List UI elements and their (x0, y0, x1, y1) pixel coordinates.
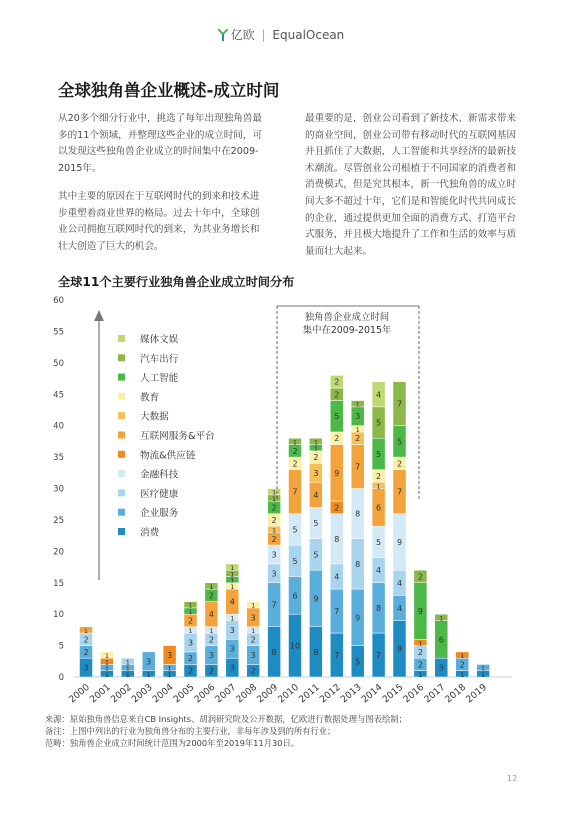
bar-value-label: 1 (418, 639, 423, 648)
y-tick-label: 45 (53, 390, 64, 401)
x-tick-label: 2003 (129, 681, 155, 706)
bar-value-label: 4 (334, 572, 340, 582)
bar-value-label: 2 (187, 666, 194, 676)
legend-label: 消费 (140, 527, 160, 539)
bar-value-label: 1 (104, 664, 109, 673)
logo-en-text: EqualOcean (272, 28, 345, 42)
bar-value-label: 3 (187, 638, 194, 648)
bar-value-label: 3 (271, 550, 277, 560)
bar-value-label: 9 (313, 594, 319, 604)
bar-value-label: 3 (146, 657, 152, 667)
bar-value-label: 2 (250, 635, 256, 645)
page-title: 全球独角兽企业概述-成立时间 (58, 81, 280, 100)
bar-value-label: 1 (104, 658, 109, 667)
bar-value-label: 3 (438, 663, 444, 673)
bar-value-label: 1 (460, 652, 465, 661)
legend-label: 人工智能 (140, 373, 179, 385)
bar-value-label: 2 (187, 616, 194, 626)
bar-value-label: 2 (208, 666, 214, 676)
legend-label: 教育 (140, 392, 160, 404)
bar-value-label: 2 (459, 660, 465, 670)
bar-value-label: 5 (376, 418, 382, 428)
y-tick-label: 30 (53, 484, 64, 495)
bar-value-label: 8 (334, 534, 340, 544)
legend-label: 媒体文娱 (140, 334, 179, 346)
x-tick-label: 2000 (66, 681, 92, 706)
y-tick-label: 50 (53, 358, 64, 369)
bar-value-label: 5 (376, 449, 382, 459)
x-tick-label: 2017 (422, 681, 448, 706)
bar-value-label: 1 (355, 400, 360, 409)
intro-paragraph-2: 其中主要的原因在于互联网时代的到来和技术进步重塑着商业世界的格局。过去十年中，全球创业公司拥抱互联网时代的到来，为其业务增长和壮大创造了巨大的机会。 (58, 191, 260, 252)
x-tick-label: 2014 (359, 681, 385, 706)
x-tick-label: 2018 (443, 681, 469, 706)
x-tick-label: 2019 (464, 681, 490, 706)
logo-cn-text: 亿欧 (230, 28, 255, 42)
page-number: 12 (507, 774, 518, 783)
bar-value-label: 7 (355, 462, 361, 472)
bar-value-label: 1 (83, 626, 89, 635)
bar-value-label: 2 (292, 446, 298, 456)
bar-value-label: 9 (355, 613, 361, 623)
y-tick-label: 35 (53, 453, 64, 464)
bar-value-label: 2 (313, 453, 319, 463)
bar-value-label: 1 (188, 608, 193, 617)
bar-value-label: 2 (355, 434, 361, 444)
bar-value-label: 4 (229, 597, 235, 607)
x-tick-label: 2012 (317, 681, 343, 706)
bar-value-label: 8 (271, 647, 277, 657)
bar-value-label: 3 (355, 412, 361, 422)
y-tick-label: 25 (53, 515, 64, 526)
note-source: 来源：原始独角兽信息来自CB Insights、胡润研究院及公开数据，亿欧进行数据处理与图表绘制； (45, 714, 407, 724)
bar-value-label: 8 (376, 603, 382, 613)
note-remark: 备注：上图中列出的行业为独角兽分布的主要行业，非每年涉及到的所有行业； (45, 726, 336, 737)
legend-swatch (118, 509, 125, 516)
y-tick-label: 10 (53, 610, 64, 621)
x-tick-label: 2004 (150, 681, 176, 706)
legend-swatch (118, 528, 125, 535)
bar-value-label: 1 (167, 664, 172, 673)
intro-paragraph-1: 从20多个细分行业中，挑选了每年出现独角兽最多的11个领域，并整理这些企业的成立时间，可以发现这些独角兽企业成立的时间集中在2009-2015年。 (58, 113, 263, 174)
bar-value-label: 2 (83, 647, 89, 657)
bar-value-label: 1 (313, 438, 318, 447)
bar-value-label: 2 (334, 390, 340, 400)
bar-value-label: 5 (376, 537, 382, 547)
bar-value-label: 3 (250, 613, 256, 623)
bar-value-label: 2 (250, 666, 256, 676)
bar-value-label: 1 (230, 576, 235, 585)
bar-value-label: 1 (355, 425, 360, 434)
bar-value-label: 8 (355, 509, 361, 519)
legend-label: 企业服务 (140, 508, 179, 520)
bar-value-label: 1 (418, 670, 423, 679)
bar-value-label: 5 (313, 550, 319, 560)
x-tick-label: 2001 (87, 681, 113, 706)
bar-value-label: 4 (208, 610, 214, 620)
bar-value-label: 1 (251, 626, 256, 635)
bar-value-label: 2 (271, 503, 277, 513)
bar-value-label: 1 (376, 482, 381, 491)
bar-value-label: 2 (271, 534, 277, 544)
bar-value-label: 1 (272, 494, 277, 503)
x-tick-label: 2008 (234, 681, 260, 706)
bar-value-label: 7 (334, 607, 340, 617)
bar-value-label: 8 (313, 647, 319, 657)
bar-value-label: 2 (417, 660, 423, 670)
logo-separator: | (261, 28, 266, 42)
bar-value-label: 2 (417, 647, 423, 657)
bar-value-label: 9 (334, 468, 340, 478)
bar-value-label: 1 (146, 670, 151, 679)
bar-value-label: 1 (104, 670, 109, 679)
bar-value-label: 1 (439, 614, 444, 623)
bar-value-label: 4 (376, 390, 382, 400)
y-tick-label: 60 (53, 296, 64, 306)
legend-label: 金融科技 (140, 469, 179, 481)
bar-value-label: 1 (313, 444, 318, 453)
legend-arrow-head-icon (94, 310, 104, 321)
bar-value-label: 7 (292, 487, 298, 497)
x-tick-label: 2015 (380, 681, 406, 706)
x-tick-label: 2007 (213, 681, 239, 706)
bar-value-label: 3 (167, 651, 173, 661)
bar-value-label: 1 (230, 564, 235, 573)
bar-value-label: 1 (125, 664, 130, 673)
bar-value-label: 9 (417, 607, 423, 617)
bar-value-label: 2 (334, 503, 340, 513)
legend-swatch (118, 393, 125, 400)
bar-value-label: 1 (209, 582, 214, 591)
bar-value-label: 2 (83, 635, 89, 645)
legend-label: 互联网服务&平台 (140, 431, 215, 442)
y-tick-label: 5 (58, 641, 64, 652)
legend-swatch (118, 412, 125, 419)
legend-swatch (118, 451, 125, 458)
bar-value-label: 2 (292, 459, 298, 469)
bar-value-label: 4 (376, 566, 382, 576)
bar-value-label: 1 (125, 658, 130, 667)
bar-value-label: 3 (83, 663, 89, 673)
bar-value-label: 1 (188, 601, 193, 610)
bar-value-label: 3 (229, 625, 235, 635)
x-tick-label: 2013 (338, 681, 364, 706)
bar-value-label: 1 (460, 670, 465, 679)
y-tick-label: 55 (53, 327, 64, 338)
bar-value-label: 1 (230, 582, 235, 591)
note-scope: 范畴：独角兽企业成立时间统计范围为2000年至2019年11月30日。 (45, 738, 300, 749)
legend-swatch (118, 374, 125, 381)
bar-value-label: 3 (229, 663, 235, 673)
bar-value-label: 4 (396, 578, 403, 588)
bar-value-label: 9 (396, 537, 403, 547)
y-tick-label: 40 (53, 421, 64, 432)
bar-value-label: 1 (230, 570, 235, 579)
x-tick-label: 2011 (296, 681, 322, 706)
y-tick-label: 20 (53, 547, 64, 558)
bar-value-label: 3 (271, 569, 277, 579)
legend-swatch (118, 354, 125, 361)
legend-swatch (118, 432, 125, 439)
bar-value-label: 5 (334, 412, 340, 422)
bar-value-label: 6 (438, 635, 444, 645)
bar-value-label: 5 (396, 437, 403, 447)
bar-value-label: 7 (376, 651, 382, 661)
bar-value-label: 1 (230, 614, 235, 623)
bar-value-label: 7 (396, 399, 403, 409)
bar-value-label: 2 (417, 572, 423, 582)
legend-label: 汽车出行 (140, 353, 179, 365)
chart-notes (45, 713, 525, 750)
bar-value-label: 3 (229, 644, 235, 654)
bar-value-label: 2 (376, 471, 382, 481)
legend-label: 大数据 (140, 411, 169, 423)
legend-swatch (118, 489, 125, 496)
bar-value-label: 7 (271, 600, 277, 610)
bar-value-label: 5 (355, 657, 361, 667)
y-tick-label: 0 (58, 673, 64, 683)
bar-value-label: 10 (289, 641, 301, 651)
bar-value-label: 2 (208, 635, 214, 645)
bar-value-label: 1 (272, 488, 277, 497)
bar-value-label: 1 (167, 670, 172, 679)
bar-value-label: 9 (396, 644, 403, 654)
bar-value-label: 2 (396, 459, 403, 469)
bar-value-label: 1 (188, 626, 193, 635)
bar-value-label: 5 (313, 519, 319, 529)
bar-value-label: 7 (396, 487, 403, 497)
annotation-text-line1: 独角兽企业成立时间 (304, 312, 390, 323)
bar-value-label: 1 (209, 626, 214, 635)
bar-value-label: 4 (396, 603, 403, 613)
bar-value-label: 4 (313, 490, 319, 500)
bar-value-label: 1 (292, 438, 298, 447)
bar-value-label: 1 (481, 664, 486, 673)
bar-value-label: 1 (125, 670, 130, 679)
x-tick-label: 2010 (275, 681, 301, 706)
bar-value-label: 1 (104, 652, 109, 661)
bar-value-label: 1 (481, 670, 486, 679)
x-tick-label: 2005 (171, 681, 197, 706)
bar-value-label: 1 (272, 526, 277, 535)
intro-paragraph-3: 最重要的是，创业公司看到了新技术、新需求带来的商业空间，创业公司带有移动时代的互联网基因并且抓住了大数据，人工智能和共享经济的最新技术潮流。尽管创业公司根植于不同国家的消费者和消费模式，但是究其根本，新一代独角兽的成立时间大多不超过十年，它们是和智能化时代共同成长的企业，通过提供更加全面的消费方式、打造平台式服务，并且极大地提升了工作和生活的效率与质量而壮大起来。 (305, 113, 517, 257)
chart-title: 全球11个主要行业独角兽企业成立时间分布 (58, 275, 295, 289)
bar-value-label: 3 (250, 651, 256, 661)
bar-value-label: 2 (334, 434, 340, 444)
legend-label: 医疗健康 (140, 488, 179, 500)
bar-value-label: 2 (208, 591, 214, 601)
bar-value-label: 5 (292, 525, 298, 535)
x-tick-label: 2002 (108, 681, 134, 706)
bar-value-label: 2 (334, 377, 340, 387)
x-tick-label: 2006 (192, 681, 218, 706)
bar-value-label: 7 (334, 651, 340, 661)
bar-value-label: 2 (271, 515, 277, 525)
bar-value-label: 5 (292, 556, 298, 566)
bar-value-label: 6 (292, 591, 298, 601)
bar-value-label: 2 (187, 654, 194, 664)
bar-value-label: 3 (313, 468, 319, 478)
bar-value-label: 3 (208, 651, 214, 661)
bar-value-label: 1 (251, 601, 256, 610)
legend-swatch (118, 335, 125, 342)
x-tick-label: 2009 (255, 681, 281, 706)
x-tick-label: 2016 (401, 681, 427, 706)
bar-value-label: 6 (376, 503, 382, 513)
bar-value-label: 8 (355, 559, 361, 569)
y-tick-label: 15 (53, 578, 64, 589)
legend-label: 物流&供应链 (140, 450, 196, 462)
legend-swatch (118, 470, 125, 477)
annotation-text-line2: 集中在2009-2015年 (302, 325, 392, 336)
